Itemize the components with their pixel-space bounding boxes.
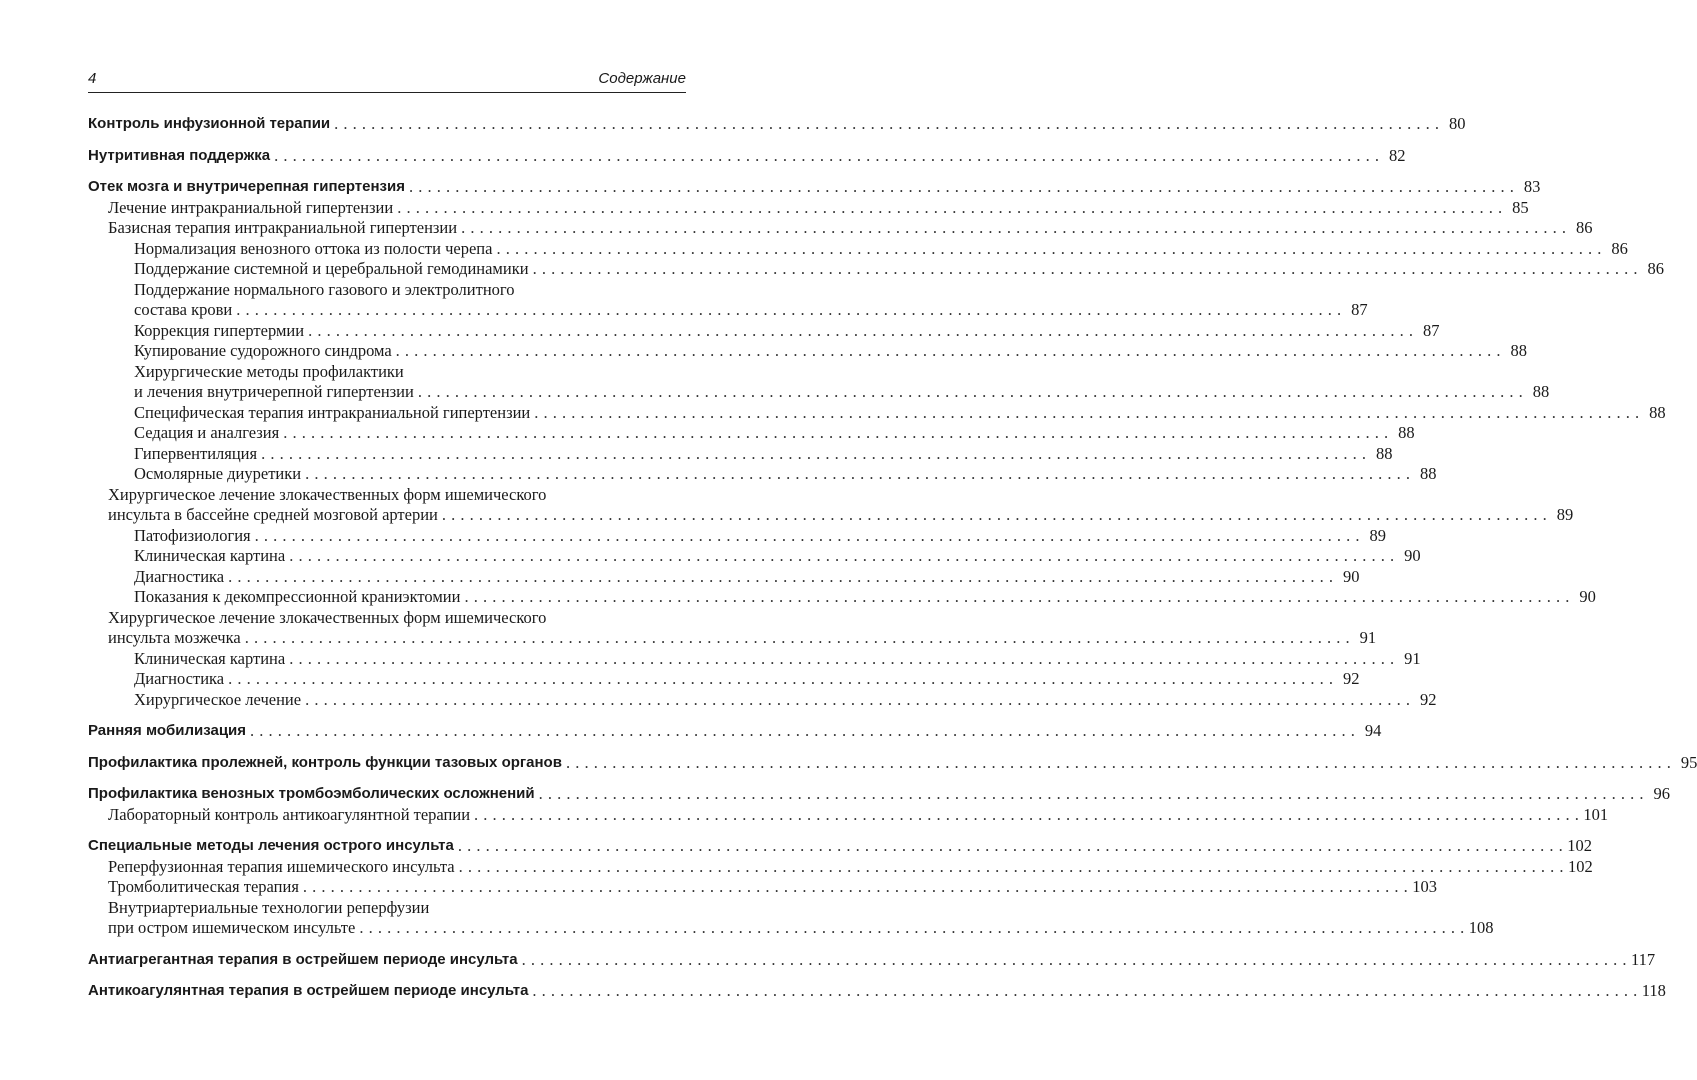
dot-leader: . . . . . . . . . . . . . . . . . . . . . . . . . . . . . . . . . . . . . . . . . . . . . . . . . . . . . . . . . . . . . . . . . . . . . . . . . . . . . . . . . . . . . . . . . . . . . . . . . . . . . . . . . . . . . . . . . . . . . . . .: [359, 918, 1465, 937]
toc-entry-title: Отек мозга и внутричерепная гипертензия: [88, 178, 405, 195]
dot-leader: . . . . . . . . . . . . . . . . . . . . . . . . . . . . . . . . . . . . . . . . . . . . . . . . . . . . . . . . . . . . . . . . . . . . . . . . . . . . . . . . . . . . . . . . . . . . . . . . . . . . . . . . . . . . . . . . . . . . . . . .: [496, 238, 1602, 258]
dot-leader: . . . . . . . . . . . . . . . . . . . . . . . . . . . . . . . . . . . . . . . . . . . . . . . . . . . . . . . . . . . . . . . . . . . . . . . . . . . . . . . . . . . . . . . . . . . . . . . . . . . . . . . . . . . . . . . . . . . . . . . .: [532, 259, 1638, 278]
toc-entry[interactable]: [88, 648, 1421, 670]
toc-entry[interactable]: [88, 259, 1664, 280]
toc-entry[interactable]: [88, 197, 1529, 219]
toc-page-number: 80: [1449, 114, 1466, 133]
dot-leader: . . . . . . . . . . . . . . . . . . . . . . . . . . . . . . . . . . . . . . . . . . . . . . . . . . . . . . . . . . . . . . . . . . . . . . . . . . . . . . . . . . . . . . . . . . . . . . . . . . . . . . . . . . . . . . . . . . . . . . . .: [244, 628, 1351, 647]
toc-entry-line: [88, 898, 686, 919]
toc-page-number: 82: [1388, 145, 1406, 165]
toc-entry[interactable]: [88, 877, 1438, 898]
toc-entry-title: Хирургическое лечение злокачественных форм ишемического: [108, 484, 547, 504]
dot-leader: . . . . . . . . . . . . . . . . . . . . . . . . . . . . . . . . . . . . . . . . . . . . . . . . . . . . . . . . . . . . . . . . . . . . . . . . . . . . . . . . . . . . . . . . . . . . . . . . . . . . . . . . . . . . . . . . . . . . . . . .: [521, 949, 1627, 969]
dot-leader: . . . . . . . . . . . . . . . . . . . . . . . . . . . . . . . . . . . . . . . . . . . . . . . . . . . . . . . . . . . . . . . . . . . . . . . . . . . . . . . . . . . . . . . . . . . . . . . . . . . . . . . . . . . . . . . . . . . . . . . .: [274, 145, 1380, 165]
dot-leader: . . . . . . . . . . . . . . . . . . . . . . . . . . . . . . . . . . . . . . . . . . . . . . . . . . . . . . . . . . . . . . . . . . . . . . . . . . . . . . . . . . . . . . . . . . . . . . . . . . . . . . . . . . . . . . . . . . . . . . . .: [228, 566, 1334, 586]
toc-page-number: 95: [1680, 752, 1697, 772]
toc-page-number: 102: [1567, 836, 1592, 855]
toc-entry[interactable]: [88, 238, 1628, 260]
toc-entry-title: Нутритивная поддержка: [88, 146, 271, 164]
toc-page-number: 88: [1532, 382, 1550, 401]
dot-leader: . . . . . . . . . . . . . . . . . . . . . . . . . . . . . . . . . . . . . . . . . . . . . . . . . . . . . . . . . . . . . . . . . . . . . . . . . . . . . . . . . . . . . . . . . . . . . . . . . . . . . . . . . . . . . . . . . . . . . . . .: [395, 341, 1502, 360]
page-number: 4: [88, 69, 97, 87]
dot-leader: . . . . . . . . . . . . . . . . . . . . . . . . . . . . . . . . . . . . . . . . . . . . . . . . . . . . . . . . . . . . . . . . . . . . . . . . . . . . . . . . . . . . . . . . . . . . . . . . . . . . . . . . . . . . . . . . . . . . . . . .: [289, 648, 1395, 668]
toc-entry-title: Специальные методы лечения острого инсульта: [88, 837, 454, 854]
toc-page-number: 91: [1359, 628, 1377, 647]
dot-leader: . . . . . . . . . . . . . . . . . . . . . . . . . . . . . . . . . . . . . . . . . . . . . . . . . . . . . . . . . . . . . . . . . . . . . . . . . . . . . . . . . . . . . . . . . . . . . . . . . . . . . . . . . . . . . . . . . . . . . . . .: [289, 546, 1395, 565]
toc-entry[interactable]: [88, 981, 1666, 1002]
dot-leader: . . . . . . . . . . . . . . . . . . . . . . . . . . . . . . . . . . . . . . . . . . . . . . . . . . . . . . . . . . . . . . . . . . . . . . . . . . . . . . . . . . . . . . . . . . . . . . . . . . . . . . . . . . . . . . . . . . . . . . . .: [534, 402, 1640, 422]
toc-entry[interactable]: [88, 464, 1437, 485]
toc-entry-title: Седация и аналгезия: [134, 423, 280, 442]
toc-page-number: 89: [1556, 505, 1574, 524]
toc-entry[interactable]: [88, 587, 1596, 608]
toc-entry-title: Антикоагулянтная терапия в острейшем периоде инсульта: [88, 982, 529, 999]
dot-leader: . . . . . . . . . . . . . . . . . . . . . . . . . . . . . . . . . . . . . . . . . . . . . . . . . . . . . . . . . . . . . . . . . . . . . . . . . . . . . . . . . . . . . . . . . . . . . . . . . . . . . . . . . . . . . . . . . . . . . . . .: [254, 525, 1361, 545]
toc-entry[interactable]: [88, 218, 1593, 239]
dot-leader: . . . . . . . . . . . . . . . . . . . . . . . . . . . . . . . . . . . . . . . . . . . . . . . . . . . . . . . . . . . . . . . . . . . . . . . . . . . . . . . . . . . . . . . . . . . . . . . . . . . . . . . . . . . . . . . . . . . . . . . .: [305, 464, 1411, 483]
toc-spacer: [88, 166, 686, 177]
dot-leader: . . . . . . . . . . . . . . . . . . . . . . . . . . . . . . . . . . . . . . . . . . . . . . . . . . . . . . . . . . . . . . . . . . . . . . . . . . . . . . . . . . . . . . . . . . . . . . . . . . . . . . . . . . . . . . . . . . . . . . . .: [565, 752, 1672, 772]
toc-entry-title: Базисная терапия интракраниальной гипертензии: [108, 218, 458, 237]
toc-spacer: [88, 825, 686, 836]
toc-page-number: 89: [1369, 525, 1387, 545]
toc-entry[interactable]: [88, 320, 1440, 342]
toc-page-number: 86: [1647, 259, 1664, 278]
toc-entry[interactable]: [88, 546, 1421, 567]
toc-entry-title: Диагностика: [134, 669, 225, 688]
toc-entry[interactable]: [88, 114, 1466, 135]
toc-entry[interactable]: [88, 402, 1666, 424]
toc-entry-title: Реперфузионная терапия ишемического инсульта: [108, 856, 455, 876]
toc-entry-title: Хирургические методы профилактики: [134, 361, 404, 381]
toc-page-number: 103: [1412, 877, 1438, 896]
header-rule: [88, 92, 686, 93]
toc-spacer: [88, 773, 686, 784]
toc-entry-title: Лечение интракраниальной гипертензии: [108, 197, 394, 217]
toc-page-number: 94: [1364, 721, 1382, 740]
toc-entry[interactable]: [88, 804, 1609, 826]
toc-entry-title: Контроль инфузионной терапии: [88, 115, 331, 132]
section-title: Содержание: [598, 69, 686, 87]
toc-entry-title: Клиническая картина: [134, 648, 286, 668]
toc-entry[interactable]: [88, 949, 1656, 971]
dot-leader: . . . . . . . . . . . . . . . . . . . . . . . . . . . . . . . . . . . . . . . . . . . . . . . . . . . . . . . . . . . . . . . . . . . . . . . . . . . . . . . . . . . . . . . . . . . . . . . . . . . . . . . . . . . . . . . . . . . . . . . .: [397, 197, 1503, 217]
toc-page-number: 92: [1343, 669, 1360, 688]
toc-entry[interactable]: [88, 784, 1670, 805]
toc-entry-title: инсульта в бассейне средней мозговой артерии: [108, 505, 438, 524]
dot-leader: . . . . . . . . . . . . . . . . . . . . . . . . . . . . . . . . . . . . . . . . . . . . . . . . . . . . . . . . . . . . . . . . . . . . . . . . . . . . . . . . . . . . . . . . . . . . . . . . . . . . . . . . . . . . . . . . . . . . . . . .: [538, 784, 1644, 803]
toc-page-number: 101: [1583, 804, 1609, 824]
toc-entry-title: Поддержание системной и церебральной гемодинамики: [134, 259, 529, 278]
toc-entry-title: Купирование судорожного синдрома: [134, 341, 392, 360]
dot-leader: . . . . . . . . . . . . . . . . . . . . . . . . . . . . . . . . . . . . . . . . . . . . . . . . . . . . . . . . . . . . . . . . . . . . . . . . . . . . . . . . . . . . . . . . . . . . . . . . . . . . . . . . . . . . . . . . . . . . . . . .: [334, 114, 1440, 133]
dot-leader: . . . . . . . . . . . . . . . . . . . . . . . . . . . . . . . . . . . . . . . . . . . . . . . . . . . . . . . . . . . . . . . . . . . . . . . . . . . . . . . . . . . . . . . . . . . . . . . . . . . . . . . . . . . . . . . . . . . . . . . .: [461, 218, 1567, 237]
toc-entry-title: Поддержание нормального газового и электролитного: [134, 279, 515, 299]
toc-spacer: [88, 939, 686, 950]
toc-entry-title: Лабораторный контроль антикоагулянтной терапии: [108, 804, 471, 824]
toc-entry-line: [88, 280, 686, 301]
dot-leader: . . . . . . . . . . . . . . . . . . . . . . . . . . . . . . . . . . . . . . . . . . . . . . . . . . . . . . . . . . . . . . . . . . . . . . . . . . . . . . . . . . . . . . . . . . . . . . . . . . . . . . . . . . . . . . . . . . . . . . . .: [464, 587, 1570, 606]
toc-entry[interactable]: [88, 382, 1550, 403]
dot-leader: . . . . . . . . . . . . . . . . . . . . . . . . . . . . . . . . . . . . . . . . . . . . . . . . . . . . . . . . . . . . . . . . . . . . . . . . . . . . . . . . . . . . . . . . . . . . . . . . . . . . . . . . . . . . . . . . . . . . . . . .: [302, 877, 1409, 896]
toc-page-number: 87: [1351, 300, 1368, 319]
toc-page-number: 86: [1611, 238, 1628, 258]
toc-entry-title: Тромболитическая терапия: [108, 877, 299, 896]
toc-entry[interactable]: [88, 628, 1377, 649]
toc-page-number: 96: [1653, 784, 1670, 803]
dot-leader: . . . . . . . . . . . . . . . . . . . . . . . . . . . . . . . . . . . . . . . . . . . . . . . . . . . . . . . . . . . . . . . . . . . . . . . . . . . . . . . . . . . . . . . . . . . . . . . . . . . . . . . . . . . . . . . . . . . . . . . .: [532, 981, 1638, 1000]
toc-page-number: 90: [1579, 587, 1596, 606]
toc-entry-title: Гипервентиляция: [134, 443, 258, 463]
toc-page-number: 88: [1419, 464, 1437, 483]
toc-entry[interactable]: [88, 525, 1387, 547]
dot-leader: . . . . . . . . . . . . . . . . . . . . . . . . . . . . . . . . . . . . . . . . . . . . . . . . . . . . . . . . . . . . . . . . . . . . . . . . . . . . . . . . . . . . . . . . . . . . . . . . . . . . . . . . . . . . . . . . . . . . . . . .: [474, 804, 1580, 824]
toc-entry[interactable]: [88, 836, 1592, 857]
toc-spacer: [88, 742, 686, 753]
toc-page-number: 117: [1631, 949, 1656, 969]
toc-entry-title: Диагностика: [134, 566, 225, 586]
toc-page-number: 85: [1512, 197, 1529, 217]
dot-leader: . . . . . . . . . . . . . . . . . . . . . . . . . . . . . . . . . . . . . . . . . . . . . . . . . . . . . . . . . . . . . . . . . . . . . . . . . . . . . . . . . . . . . . . . . . . . . . . . . . . . . . . . . . . . . . . . . . . . . . . .: [441, 505, 1548, 524]
toc-entry[interactable]: [88, 145, 1406, 167]
toc-entry[interactable]: [88, 341, 1528, 362]
toc-page-number: 88: [1510, 341, 1528, 360]
toc-entry-title: Специфическая терапия интракраниальной гипертензии: [134, 402, 531, 422]
toc-entry-title: Профилактика венозных тромбоэмболических осложнений: [88, 785, 535, 802]
toc-entry-title: и лечения внутричерепной гипертензии: [134, 382, 414, 401]
dot-leader: . . . . . . . . . . . . . . . . . . . . . . . . . . . . . . . . . . . . . . . . . . . . . . . . . . . . . . . . . . . . . . . . . . . . . . . . . . . . . . . . . . . . . . . . . . . . . . . . . . . . . . . . . . . . . . . . . . . . . . . .: [409, 177, 1515, 196]
toc-page-number: 92: [1419, 689, 1437, 709]
dot-leader: . . . . . . . . . . . . . . . . . . . . . . . . . . . . . . . . . . . . . . . . . . . . . . . . . . . . . . . . . . . . . . . . . . . . . . . . . . . . . . . . . . . . . . . . . . . . . . . . . . . . . . . . . . . . . . . . . . . . . . . .: [457, 836, 1564, 855]
toc-entry[interactable]: [88, 721, 1382, 742]
toc-entry-title: Клиническая картина: [134, 546, 286, 565]
toc-entry[interactable]: [88, 505, 1574, 526]
toc-entry-line: [88, 485, 686, 506]
dot-leader: . . . . . . . . . . . . . . . . . . . . . . . . . . . . . . . . . . . . . . . . . . . . . . . . . . . . . . . . . . . . . . . . . . . . . . . . . . . . . . . . . . . . . . . . . . . . . . . . . . . . . . . . . . . . . . . . . . . . . . . .: [308, 320, 1414, 340]
toc-entry-title: инсульта мозжечка: [108, 628, 241, 647]
dot-leader: . . . . . . . . . . . . . . . . . . . . . . . . . . . . . . . . . . . . . . . . . . . . . . . . . . . . . . . . . . . . . . . . . . . . . . . . . . . . . . . . . . . . . . . . . . . . . . . . . . . . . . . . . . . . . . . . . . . . . . . .: [283, 423, 1389, 442]
toc-page-number: 83: [1523, 177, 1541, 196]
dot-leader: . . . . . . . . . . . . . . . . . . . . . . . . . . . . . . . . . . . . . . . . . . . . . . . . . . . . . . . . . . . . . . . . . . . . . . . . . . . . . . . . . . . . . . . . . . . . . . . . . . . . . . . . . . . . . . . . . . . . . . . .: [228, 669, 1334, 688]
toc-entry[interactable]: [88, 177, 1541, 198]
toc-page-number: 86: [1575, 218, 1593, 237]
toc-page-number: 87: [1422, 320, 1440, 340]
toc-entry-title: Хирургическое лечение: [134, 689, 302, 709]
dot-leader: . . . . . . . . . . . . . . . . . . . . . . . . . . . . . . . . . . . . . . . . . . . . . . . . . . . . . . . . . . . . . . . . . . . . . . . . . . . . . . . . . . . . . . . . . . . . . . . . . . . . . . . . . . . . . . . . . . . . . . . .: [458, 856, 1564, 876]
toc-entry-line: [88, 608, 686, 629]
toc-entry[interactable]: [88, 752, 1697, 774]
toc-entry-title: Коррекция гипертермии: [134, 320, 305, 340]
toc-page-number: 108: [1468, 918, 1494, 937]
toc-entry[interactable]: [88, 443, 1393, 465]
toc-spacer: [88, 710, 686, 721]
toc-page-number: 90: [1343, 566, 1360, 586]
toc-page-number: 90: [1404, 546, 1421, 565]
toc-page-number: 88: [1398, 423, 1415, 442]
toc-entry-title: Профилактика пролежней, контроль функции тазовых органов: [88, 753, 562, 771]
toc-page-number: 118: [1641, 981, 1666, 1000]
toc-entry-title: Показания к декомпрессионной краниэктомии: [134, 587, 461, 606]
table-of-contents: [88, 114, 1697, 1002]
toc-entry-title: Ранняя мобилизация: [88, 722, 247, 739]
toc-entry-title: Осмолярные диуретики: [134, 464, 302, 483]
toc-entry-line: [88, 362, 686, 383]
toc-entry-title: состава крови: [134, 300, 233, 319]
toc-entry-title: Хирургическое лечение злокачественных форм ишемического: [108, 607, 547, 627]
toc-entry[interactable]: [88, 689, 1437, 711]
dot-leader: . . . . . . . . . . . . . . . . . . . . . . . . . . . . . . . . . . . . . . . . . . . . . . . . . . . . . . . . . . . . . . . . . . . . . . . . . . . . . . . . . . . . . . . . . . . . . . . . . . . . . . . . . . . . . . . . . . . . . . . .: [261, 443, 1367, 463]
dot-leader: . . . . . . . . . . . . . . . . . . . . . . . . . . . . . . . . . . . . . . . . . . . . . . . . . . . . . . . . . . . . . . . . . . . . . . . . . . . . . . . . . . . . . . . . . . . . . . . . . . . . . . . . . . . . . . . . . . . . . . . .: [236, 300, 1342, 319]
toc-entry-title: Патофизиология: [134, 525, 251, 545]
toc-page-number: 102: [1567, 856, 1593, 876]
toc-entry[interactable]: [88, 300, 1368, 321]
dot-leader: . . . . . . . . . . . . . . . . . . . . . . . . . . . . . . . . . . . . . . . . . . . . . . . . . . . . . . . . . . . . . . . . . . . . . . . . . . . . . . . . . . . . . . . . . . . . . . . . . . . . . . . . . . . . . . . . . . . . . . . .: [417, 382, 1524, 401]
toc-entry-title: Внутриартериальные технологии реперфузии: [108, 897, 430, 917]
dot-leader: . . . . . . . . . . . . . . . . . . . . . . . . . . . . . . . . . . . . . . . . . . . . . . . . . . . . . . . . . . . . . . . . . . . . . . . . . . . . . . . . . . . . . . . . . . . . . . . . . . . . . . . . . . . . . . . . . . . . . . . .: [305, 689, 1411, 709]
toc-spacer: [88, 135, 686, 146]
toc-entry[interactable]: [88, 856, 1593, 878]
dot-leader: . . . . . . . . . . . . . . . . . . . . . . . . . . . . . . . . . . . . . . . . . . . . . . . . . . . . . . . . . . . . . . . . . . . . . . . . . . . . . . . . . . . . . . . . . . . . . . . . . . . . . . . . . . . . . . . . . . . . . . . .: [250, 721, 1356, 740]
toc-entry[interactable]: [88, 423, 1415, 444]
toc-page-number: 91: [1404, 648, 1421, 668]
running-header: [88, 66, 686, 90]
toc-page-number: 88: [1649, 402, 1666, 422]
toc-spacer: [88, 970, 686, 981]
toc-page-number: 88: [1375, 443, 1393, 463]
toc-entry-title: при остром ишемическом инсульте: [108, 918, 356, 937]
toc-entry[interactable]: [88, 918, 1494, 939]
toc-entry[interactable]: [88, 669, 1360, 690]
toc-entry-title: Антиагрегантная терапия в острейшем периоде инсульта: [88, 950, 518, 968]
toc-entry[interactable]: [88, 566, 1360, 588]
toc-entry-title: Нормализация венозного оттока из полости черепа: [134, 238, 493, 258]
